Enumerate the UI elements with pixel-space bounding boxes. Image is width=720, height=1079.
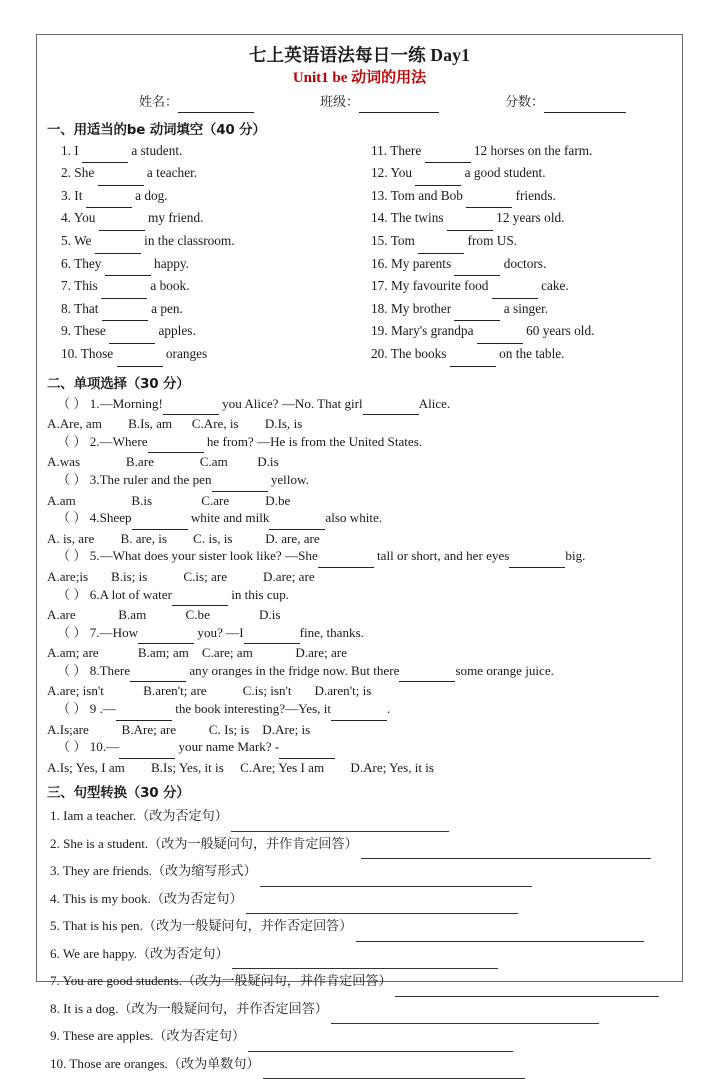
mc-options[interactable]: A. is, are B. are, is C. is, is D. are, are <box>47 530 320 546</box>
mc-options[interactable]: A.are B.am C.be D.is <box>47 607 281 623</box>
mc-options[interactable]: A.Is; Yes, I am B.Is; Yes, it is C.Are; Yes I am D.Are; Yes, it is <box>47 759 435 775</box>
mc-question <box>47 433 672 454</box>
item-text-before: The books <box>387 345 447 361</box>
fill-item <box>371 163 671 186</box>
class-label: 班级： <box>320 93 360 109</box>
question-blank[interactable] <box>331 702 387 721</box>
item-number: 9. <box>61 323 71 339</box>
question-blank[interactable] <box>212 473 268 492</box>
item-text-before: The twins <box>387 210 444 226</box>
page-subtitle: Unit1 be 动词的用法 <box>292 69 427 86</box>
fill-item <box>371 186 671 209</box>
answer-blank[interactable] <box>450 346 496 367</box>
question-number: 6. <box>86 586 100 602</box>
fill-item <box>371 299 671 322</box>
answer-blank[interactable] <box>95 233 141 254</box>
answer-line[interactable] <box>231 807 449 832</box>
transform-item <box>47 832 672 860</box>
item-text-before: Tom and Bob <box>387 187 463 203</box>
answer-line[interactable] <box>263 1055 525 1079</box>
question-number: 10. <box>86 739 107 755</box>
mc-options[interactable]: A.am B.is C.are D.be <box>47 492 291 508</box>
answer-blank[interactable] <box>466 188 512 209</box>
item-text-after: doctors. <box>500 255 547 271</box>
fill-item <box>61 231 371 254</box>
question-blank[interactable] <box>116 702 172 721</box>
question-text-2: white and milk <box>187 510 270 526</box>
question-text-3: Alice. <box>418 395 451 411</box>
answer-line[interactable] <box>356 917 644 942</box>
answer-blank[interactable] <box>418 233 464 254</box>
answer-blank[interactable] <box>117 346 163 367</box>
score-label: 分数： <box>505 93 545 109</box>
mc-options[interactable]: A.Are, am B.Is, am C.Are, is D.Is, is <box>47 416 303 432</box>
fill-item <box>371 141 671 164</box>
item-text-after: cake. <box>537 278 569 294</box>
transform-item <box>47 914 672 942</box>
answer-blank[interactable] <box>99 210 145 231</box>
item-number: 3. <box>61 187 71 203</box>
question-number: 9 . <box>86 701 103 717</box>
item-number: 7. <box>50 973 60 989</box>
page-title: 七上英语语法每日一练 Day1 <box>248 45 471 65</box>
answer-box[interactable]: （ ） <box>57 739 87 755</box>
mc-question <box>47 700 672 721</box>
item-number: 15. <box>371 233 388 248</box>
question-number: 7. <box>86 624 100 640</box>
item-number: 2. <box>61 165 71 181</box>
answer-blank[interactable] <box>102 301 148 322</box>
question-text-2: any oranges in the fridge now. But there <box>186 662 400 678</box>
item-text-before: My brother <box>387 300 452 316</box>
item-text-after: a student. <box>128 142 183 158</box>
transform-prompt: This is my book.（改为否定句） <box>59 890 243 906</box>
question-blank[interactable] <box>132 511 188 530</box>
class-blank[interactable] <box>359 96 439 113</box>
question-blank[interactable] <box>318 549 374 568</box>
item-text-after: in the classroom. <box>140 233 235 248</box>
fill-item <box>61 208 371 231</box>
transform-prompt: Iam a teacher.（改为否定句） <box>59 808 228 824</box>
transform-item <box>47 942 672 970</box>
mc-question <box>47 662 672 683</box>
question-blank[interactable] <box>399 664 455 683</box>
worksheet-content <box>37 35 682 1071</box>
answer-blank[interactable] <box>98 165 144 186</box>
question-text-2: he from? —He is from the United States. <box>203 433 423 449</box>
item-number: 14. <box>371 210 388 226</box>
item-text-before: Mary's grandpa <box>387 323 474 339</box>
transform-item <box>47 887 672 915</box>
item-number: 11. <box>371 142 388 158</box>
question-blank[interactable] <box>138 626 194 645</box>
item-text-before: We <box>70 233 92 248</box>
question-text-2: yellow. <box>267 471 309 487</box>
answer-blank[interactable] <box>109 323 155 344</box>
question-text-2: your name Mark? - <box>175 739 280 755</box>
sentence-transform-section <box>47 804 672 1079</box>
answer-box[interactable]: （ ） <box>57 395 87 411</box>
question-text-1: The ruler and the pen <box>99 471 212 487</box>
item-text-before: Tom <box>387 233 415 248</box>
question-text-2: in this cup. <box>227 586 290 602</box>
item-number: 20. <box>371 345 388 361</box>
transform-prompt: These are apples.（改为否定句） <box>59 1028 246 1044</box>
fill-item <box>61 141 371 164</box>
item-text-after: oranges <box>162 345 208 361</box>
item-number: 12. <box>371 165 388 181</box>
item-text-before: This <box>70 278 98 294</box>
class-field[interactable] <box>320 91 439 113</box>
item-number: 3. <box>50 863 60 879</box>
section-1-heading: 一、用适当的be 动词填空（40 分） <box>47 121 266 138</box>
item-text-before: There <box>387 142 422 158</box>
question-number: 4. <box>86 510 100 526</box>
transform-prompt: Those are oranges.（改为单数句） <box>66 1055 260 1071</box>
item-number: 5. <box>61 233 71 248</box>
item-text-after: a good student. <box>461 165 546 181</box>
item-text-before: You <box>70 210 96 226</box>
fill-item <box>61 254 371 277</box>
item-text-before: You <box>387 165 413 181</box>
answer-box[interactable]: （ ） <box>57 662 87 678</box>
item-text-after: 12 years old. <box>492 210 565 226</box>
score-field[interactable] <box>505 91 626 113</box>
fill-item <box>371 321 671 344</box>
answer-blank[interactable] <box>454 256 500 277</box>
item-number: 4. <box>61 210 71 226</box>
answer-blank[interactable] <box>477 323 523 344</box>
answer-line[interactable] <box>361 835 651 860</box>
answer-blank[interactable] <box>454 301 500 322</box>
answer-blank[interactable] <box>447 210 493 231</box>
item-number: 8. <box>50 1000 60 1016</box>
fill-item <box>61 344 371 367</box>
mc-question <box>47 738 672 759</box>
fill-item <box>61 321 371 344</box>
mc-options[interactable]: A.are;is B.is; is C.is; are D.are; are <box>47 568 315 584</box>
transform-item <box>47 1024 672 1052</box>
item-number: 18. <box>371 300 388 316</box>
item-text-before: They <box>70 255 102 271</box>
name-label: 姓名： <box>139 93 179 109</box>
transform-prompt: She is a student.（改为一般疑问句，并作肯定回答） <box>59 835 358 851</box>
answer-blank[interactable] <box>492 278 538 299</box>
item-number: 6. <box>61 255 71 271</box>
item-text-after: a teacher. <box>143 165 198 181</box>
transform-item <box>47 997 672 1025</box>
transform-prompt: You are good students.（改为一般疑问句，并作肯定回答） <box>59 973 392 989</box>
item-number: 1. <box>50 808 60 824</box>
answer-blank[interactable] <box>415 165 461 186</box>
item-text-before: These <box>70 323 106 339</box>
answer-box[interactable]: （ ） <box>57 433 87 449</box>
item-text-after: happy. <box>150 255 189 271</box>
question-text-2: the book interesting?—Yes, it <box>171 701 331 717</box>
transform-item <box>47 804 672 832</box>
item-number: 4. <box>50 890 60 906</box>
item-number: 7. <box>61 278 71 294</box>
item-number: 8. <box>61 300 71 316</box>
item-text-after: a book. <box>147 278 190 294</box>
question-text-1: — <box>106 739 120 755</box>
answer-line[interactable] <box>246 890 518 915</box>
item-number: 2. <box>50 835 60 851</box>
fill-item <box>371 208 671 231</box>
question-blank[interactable] <box>148 435 204 454</box>
question-text-1: Sheep <box>99 510 132 526</box>
question-text-3: . <box>387 701 391 717</box>
item-text-after: from US. <box>464 233 518 248</box>
question-text-1: —Where <box>99 433 148 449</box>
answer-line[interactable] <box>232 945 498 970</box>
item-text-after: friends. <box>512 187 556 203</box>
question-blank[interactable] <box>279 740 335 759</box>
item-number: 1. <box>61 142 71 158</box>
mc-options[interactable]: A.are; isn't B.aren't; are C.is; isn't D.aren't; is <box>47 683 372 699</box>
answer-line[interactable] <box>395 972 659 997</box>
section-2-heading: 二、单项选择（30 分） <box>47 375 190 392</box>
fill-item <box>371 276 671 299</box>
fill-column-right <box>371 141 671 367</box>
mc-options[interactable]: A.was B.are C.am D.is <box>47 454 279 470</box>
question-text-1: — <box>102 701 116 717</box>
question-blank[interactable] <box>172 588 228 607</box>
item-text-after: a dog. <box>131 187 168 203</box>
item-number: 10. <box>61 345 78 361</box>
transform-prompt: That is his pen.（改为一般疑问句，并作否定回答） <box>59 918 353 934</box>
item-number: 16. <box>371 255 388 271</box>
question-text-1: A lot of water <box>99 586 172 602</box>
fill-item <box>61 299 371 322</box>
item-text-before: I <box>70 142 79 158</box>
fill-item <box>371 254 671 277</box>
item-text-after: a pen. <box>147 300 183 316</box>
fill-in-blanks-section <box>47 141 672 367</box>
question-text-2: you Alice? —No. That girl <box>218 395 363 411</box>
question-text-3: fine, thanks. <box>299 624 364 640</box>
question-number: 8. <box>86 662 100 678</box>
answer-box[interactable]: （ ） <box>57 548 87 564</box>
question-number: 5. <box>86 548 100 564</box>
mc-question <box>47 624 672 645</box>
item-number: 13. <box>371 187 388 203</box>
item-text-before: Those <box>77 345 114 361</box>
score-blank[interactable] <box>544 96 626 113</box>
item-text-after: my friend. <box>144 210 204 226</box>
worksheet-page <box>36 34 683 1071</box>
question-blank[interactable] <box>363 397 419 416</box>
answer-blank[interactable] <box>425 143 471 164</box>
item-number: 17. <box>371 278 388 294</box>
mc-question <box>47 471 672 492</box>
mc-options[interactable]: A.Is;are B.Are; are C. Is; is D.Are; is <box>47 721 311 737</box>
fill-item <box>61 276 371 299</box>
answer-blank[interactable] <box>105 256 151 277</box>
question-number: 3. <box>86 471 100 487</box>
item-text-after: a singer. <box>500 300 549 316</box>
item-text-after: apples. <box>155 323 196 339</box>
question-text-2: you? —I <box>194 624 244 640</box>
item-number: 9. <box>50 1028 60 1044</box>
transform-prompt: They are friends.（改为缩写形式） <box>59 863 257 879</box>
item-text-before: My parents <box>387 255 452 271</box>
item-text-before: My favourite food <box>387 278 489 294</box>
item-text-after: 60 years old. <box>522 323 595 339</box>
transform-prompt: We are happy.（改为否定句） <box>59 945 229 961</box>
question-text-2: tall or short, and her eyes <box>373 548 510 564</box>
mc-options[interactable]: A.am; are B.am; am C.are; am D.are; are <box>47 645 347 661</box>
question-blank[interactable] <box>119 740 175 759</box>
transform-item <box>47 859 672 887</box>
item-text-before: She <box>70 165 95 181</box>
question-number: 2. <box>86 433 100 449</box>
mc-question <box>47 395 672 416</box>
answer-box[interactable]: （ ） <box>57 624 87 640</box>
question-text-3: big. <box>565 548 586 564</box>
answer-blank[interactable] <box>86 188 132 209</box>
question-blank[interactable] <box>244 626 300 645</box>
question-text-1: There <box>99 662 131 678</box>
mc-question <box>47 509 672 530</box>
multiple-choice-section <box>47 395 672 777</box>
fill-item <box>371 231 671 254</box>
mc-question <box>47 547 672 568</box>
answer-blank[interactable] <box>101 278 147 299</box>
question-text-3: some orange juice. <box>455 662 554 678</box>
fill-item <box>61 186 371 209</box>
answer-line[interactable] <box>260 862 532 887</box>
transform-item <box>47 969 672 997</box>
item-number: 5. <box>50 918 60 934</box>
fill-item <box>371 344 671 367</box>
transform-prompt: It is a dog.（改为一般疑问句，并作否定回答） <box>59 1000 328 1016</box>
answer-blank[interactable] <box>82 143 128 164</box>
item-number: 6. <box>50 945 60 961</box>
question-blank[interactable] <box>509 549 565 568</box>
transform-item <box>47 1052 672 1079</box>
question-number: 1. <box>86 395 100 411</box>
item-number: 19. <box>371 323 388 339</box>
student-info-row <box>47 91 672 113</box>
question-text-1: —How <box>99 624 139 640</box>
section-3-heading: 三、句型转换（30 分） <box>47 785 190 802</box>
item-number: 10. <box>50 1055 67 1071</box>
question-text-1: —Morning! <box>99 395 163 411</box>
answer-box[interactable]: （ ） <box>57 510 87 526</box>
answer-line[interactable] <box>248 1027 513 1052</box>
answer-box[interactable]: （ ） <box>57 586 87 602</box>
item-text-after: on the table. <box>495 345 565 361</box>
answer-box[interactable]: （ ） <box>57 471 87 487</box>
question-blank[interactable] <box>130 664 186 683</box>
answer-line[interactable] <box>331 1000 599 1025</box>
item-text-after: 12 horses on the farm. <box>470 142 593 158</box>
fill-column-left <box>47 141 371 367</box>
question-blank[interactable] <box>163 397 219 416</box>
fill-item <box>61 163 371 186</box>
answer-box[interactable]: （ ） <box>57 701 87 717</box>
name-blank[interactable] <box>178 96 254 113</box>
item-text-before: That <box>70 300 99 316</box>
question-blank[interactable] <box>269 511 325 530</box>
mc-question <box>47 586 672 607</box>
name-field[interactable] <box>139 91 254 113</box>
question-text-1: —What does your sister look like? —She <box>99 548 318 564</box>
item-text-before: It <box>70 187 83 203</box>
question-text-3: also white. <box>325 510 383 526</box>
